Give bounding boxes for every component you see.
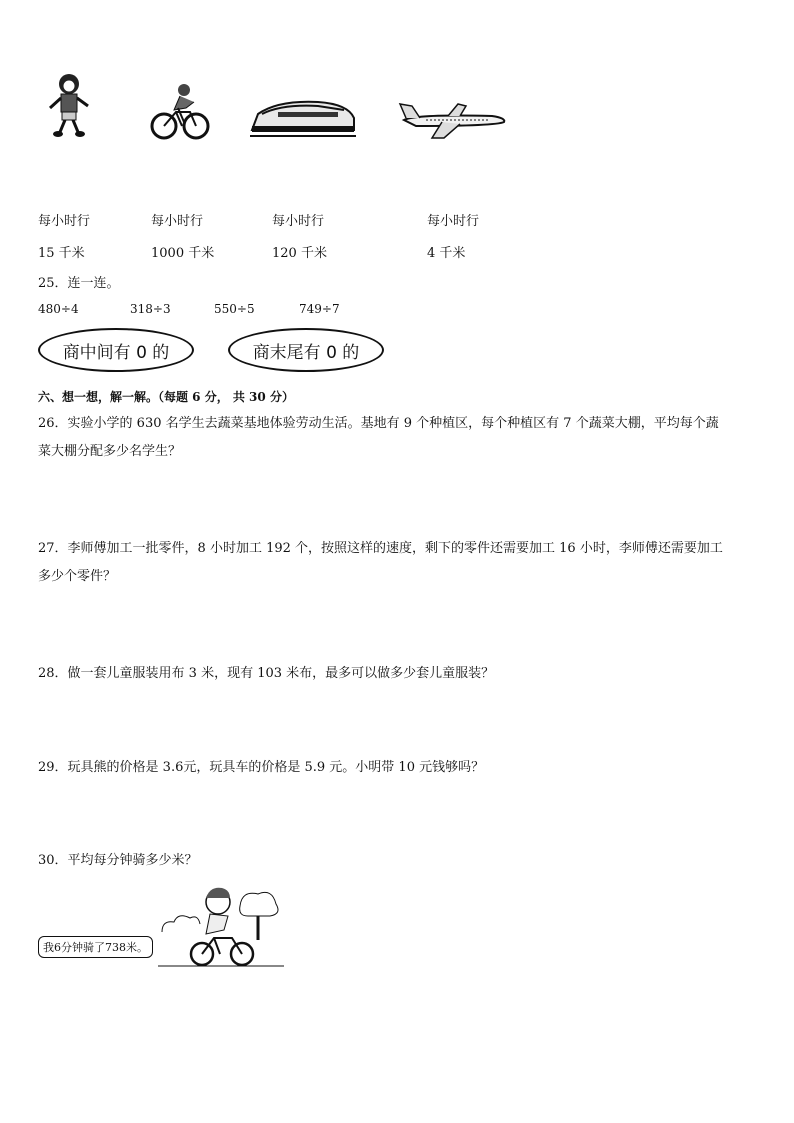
airplane-icon	[396, 98, 508, 140]
expression-2: 318÷3	[130, 302, 171, 316]
expression-4: 749÷7	[299, 302, 340, 316]
oval-middle-zero-label: 商中间有 0 的	[62, 342, 170, 363]
speed-label-train: 每小时行	[272, 214, 325, 229]
speed-label-walk: 每小时行	[38, 214, 91, 229]
speed-label-plane: 每小时行	[427, 214, 480, 229]
question-29	[38, 754, 768, 782]
speed-label-bike: 每小时行	[151, 214, 204, 229]
question-28-number: 28．	[38, 666, 68, 681]
speed-value-2: 1000 千米	[151, 246, 215, 261]
question-26-line-2: 菜大棚分配多少名学生？	[38, 444, 182, 459]
expression-3: 550÷5	[214, 302, 255, 316]
question-26-line-1: 26．实验小学的 630 名学生去蔬菜基地体验劳动生活。基地有 9 个种植区，每个种植区有 7 个蔬菜大棚，平均每个蔬	[38, 416, 719, 431]
question-28	[38, 660, 768, 688]
speech-bubble: 我6分钟骑了738米。	[38, 936, 153, 958]
oval-end-zero-label: 商末尾有 0 的	[252, 342, 360, 363]
walking-person-icon	[44, 72, 94, 138]
question-30	[38, 847, 768, 875]
bicycle-rider-icon	[150, 82, 210, 142]
speed-value-4: 4 千米	[427, 246, 466, 261]
question-27	[38, 535, 768, 591]
oval-middle-zero[interactable]	[38, 328, 194, 372]
question-30-number: 30．	[38, 853, 68, 868]
question-25-title: 25．连一连。	[38, 276, 120, 291]
expression-1: 480÷4	[38, 302, 79, 316]
speed-value-3: 120 千米	[272, 246, 327, 261]
section-6-title: 六、想一想，解一解。（每题 6 分， 共 30 分）	[38, 390, 294, 404]
question-26-number: 26．	[38, 416, 68, 431]
question-26	[38, 410, 768, 466]
question-29-number: 29．	[38, 760, 68, 775]
question-29-line-1: 29．玩具熊的价格是 3.6元，玩具车的价格是 5.9 元。小明带 10 元钱够吗？	[38, 760, 485, 775]
speed-value-1: 15 千米	[38, 246, 85, 261]
question-27-line-1: 27．李师傅加工一批零件，8 小时加工 192 个，按照这样的速度，剩下的零件还需要加工 16 小时，李师傅还需要加工	[38, 541, 723, 556]
train-icon	[248, 96, 358, 138]
question-28-line-1: 28．做一套儿童服装用布 3 米，现有 103 米布，最多可以做多少套儿童服装？	[38, 666, 495, 681]
question-30-line-1: 30．平均每分钟骑多少米？	[38, 853, 198, 868]
oval-end-zero[interactable]	[228, 328, 384, 372]
question-27-number: 27．	[38, 541, 68, 556]
boy-cycling-illustration	[158, 880, 284, 970]
question-27-line-2: 多少个零件？	[38, 569, 117, 584]
